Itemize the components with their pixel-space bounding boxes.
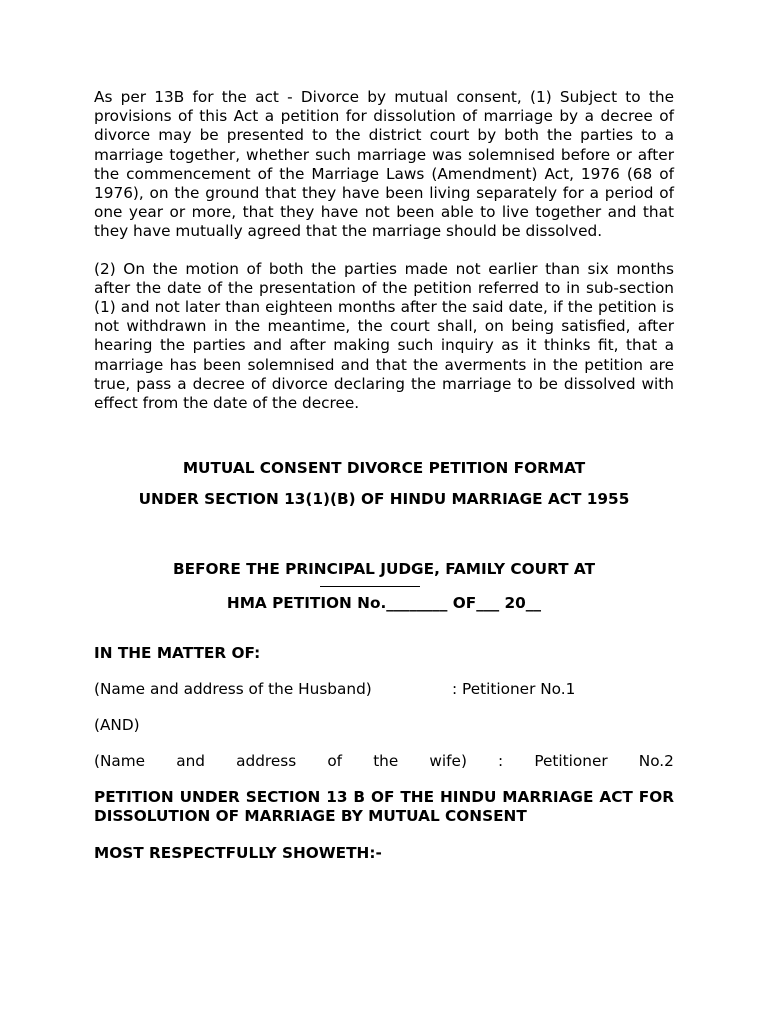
in-the-matter-heading: IN THE MATTER OF: <box>94 644 261 663</box>
husband-name-placeholder: (Name and address of the Husband) <box>94 680 372 699</box>
wife-word: (Name <box>94 752 146 771</box>
and-text: (AND) <box>94 716 140 735</box>
court-heading: BEFORE THE PRINCIPAL JUDGE, FAMILY COURT AT <box>173 559 595 578</box>
wife-word: : <box>498 752 504 771</box>
court-blank-line <box>320 586 420 587</box>
petition-number-line: HMA PETITION No.________ OF___ 20__ <box>226 593 542 612</box>
and-label <box>94 716 674 735</box>
petitioner-1-label: : Petitioner No.1 <box>452 680 576 699</box>
petitioner-2-row <box>94 752 674 771</box>
wife-word: the <box>373 752 399 771</box>
format-title: MUTUAL CONSENT DIVORCE PETITION FORMAT <box>182 459 586 478</box>
wife-word: wife) <box>429 752 467 771</box>
wife-word: No.2 <box>638 752 674 771</box>
wife-word: and <box>176 752 205 771</box>
wife-word: address <box>236 752 297 771</box>
wife-word: Petitioner <box>534 752 608 771</box>
document-page <box>94 88 674 863</box>
showeth-heading: MOST RESPECTFULLY SHOWETH:- <box>94 843 382 862</box>
format-subtitle: UNDER SECTION 13(1)(B) OF HINDU MARRIAGE ACT 1955 <box>138 490 630 509</box>
wife-word: of <box>327 752 343 771</box>
section-13b-paragraph-2: (2) On the motion of both the parties made not earlier than six months after the date of the presentation of the petition referred to in sub-section (1) and not later than eighteen months after the said date, if the petition is not withdrawn in the meantime, the court shall, on being satisfied, after hearing the parties and after making such inquiry as it thinks fit, that a marriage has been solemnised and that the averments in the petition are true, pass a decree of divorce declaring the marriage to be dissolved with effect from the date of the decree. <box>94 259 674 413</box>
petition-heading: PETITION UNDER SECTION 13 B OF THE HINDU MARRIAGE ACT FOR DISSOLUTION OF MARRIAGE BY MUTUAL CONSENT <box>94 788 674 826</box>
section-13b-paragraph-1: As per 13B for the act - Divorce by mutual consent, (1) Subject to the provisions of this Act a petition for dissolution of marriage by a decree of divorce may be presented to the district court by both the parties to a marriage together, whether such marriage was solemnised before or after the commencement of the Marriage Laws (Amendment) Act, 1976 (68 of 1976), on the ground that they have been living separately for a period of one year or more, that they have not been able to live together and that they have mutually agreed that the marriage should be dissolved. <box>94 88 674 241</box>
petitioner-1-row <box>94 680 674 699</box>
